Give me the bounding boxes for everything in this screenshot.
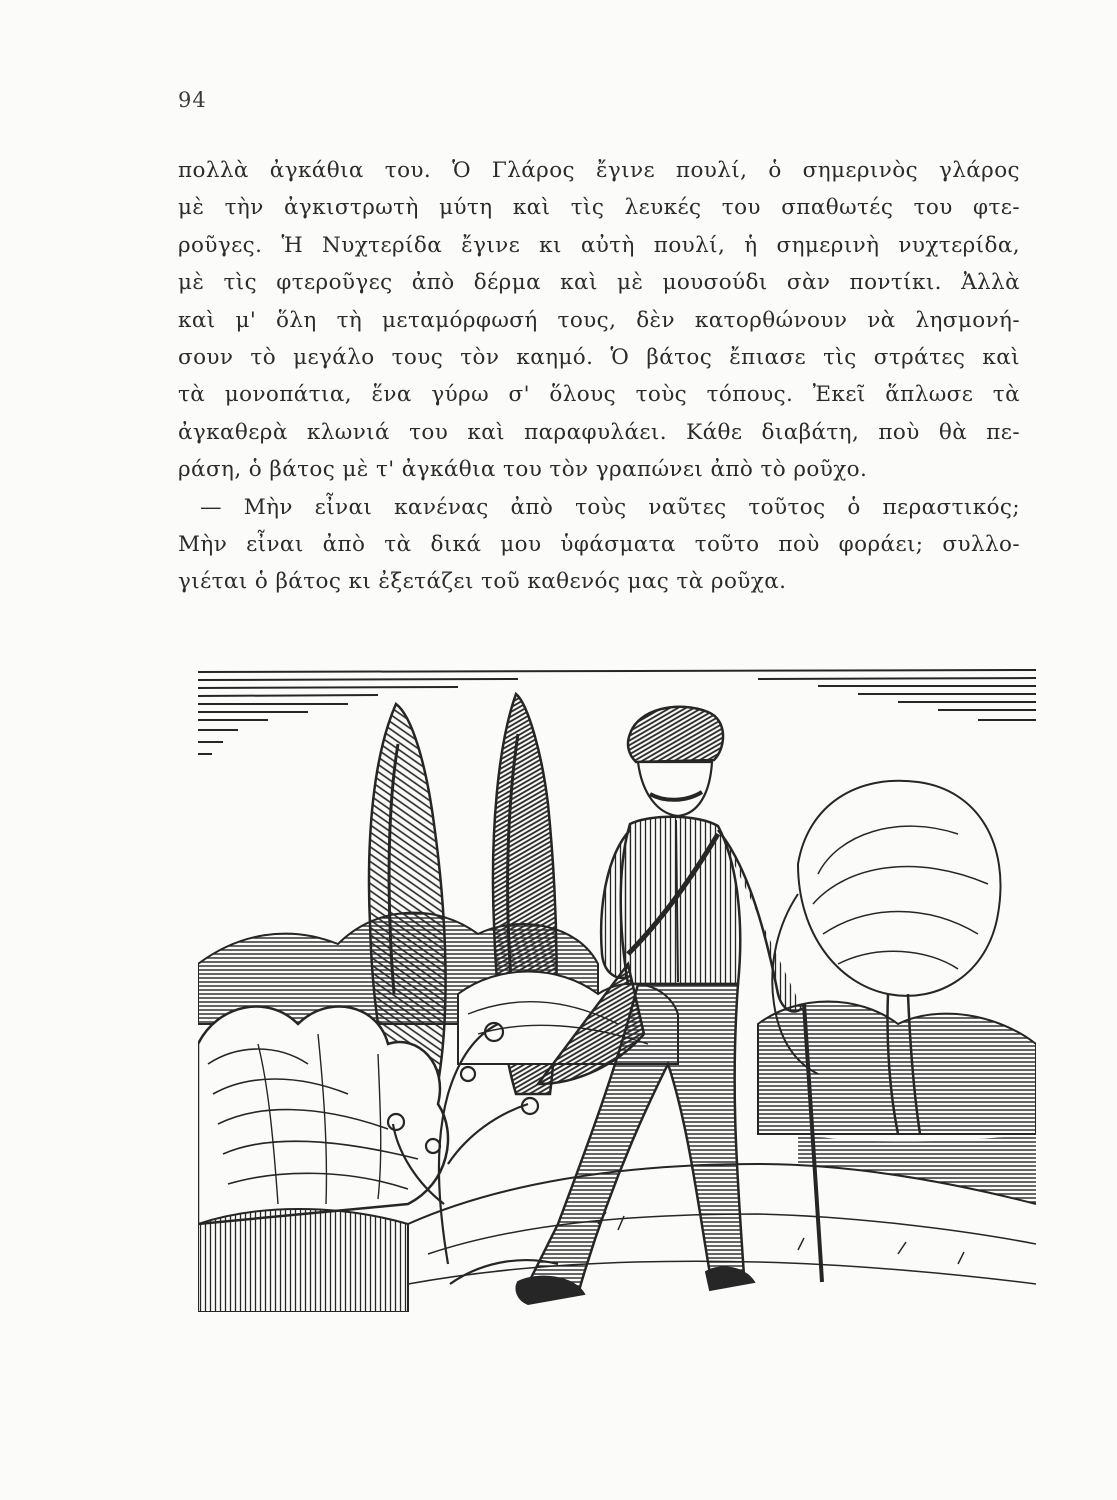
text-line: μὲ τὴν ἀγκιστρωτὴ μύτη καὶ τὶς λευκές του σπαθωτές του φτε- <box>178 195 1020 221</box>
sky-hatching <box>198 670 1036 754</box>
text-line: μὲ τὶς φτεροῦγες ἀπὸ δέρμα καὶ μὲ μουσούδι σὰν ποντίκι. Ἀλλὰ <box>178 270 1020 296</box>
text-line: σουν τὸ μεγάλο τους τὸν καημό. Ὁ βάτος ἔπιασε τὶς στράτες καὶ <box>178 344 1020 370</box>
page-number: 94 <box>178 88 207 112</box>
woodcut-illustration <box>198 664 1036 1312</box>
text-line: ράση, ὁ βάτος μὲ τ' ἀγκάθια του τὸν γραπώνει ἀπὸ τὸ ροῦχο. <box>178 457 868 483</box>
text-line: πολλὰ ἀγκάθια του. Ὁ Γλάρος ἔγινε πουλί, ὁ σημερινὸς γλάρος <box>178 158 1020 183</box>
text-line: τὰ μονοπάτια, ἕνα γύρω σ' ὅλους τοὺς τόπους. Ἐκεῖ ἅπλωσε τὰ <box>178 382 1020 408</box>
dialogue-line: — Μὴν εἶναι κανένας ἀπὸ τοὺς ναῦτες τοῦτος ὁ περαστικός; <box>200 494 1020 520</box>
illustration-svg <box>198 664 1036 1312</box>
body-text <box>178 152 1020 601</box>
text-line: καὶ μ' ὅλη τὴ μεταμόρφωσή τους, δὲν κατορθώνουν νὰ λησμονή- <box>178 307 1020 333</box>
grass-strokes <box>598 1212 964 1264</box>
text-line: ἀγκαθερὰ κλωνιά του καὶ παραφυλάει. Κάθε διαβάτη, ποὺ θὰ πε- <box>178 419 1020 445</box>
foreground-bushes <box>198 1007 448 1312</box>
text-line: ροῦγες. Ἡ Νυχτερίδα ἔγινε κι αὐτὴ πουλί, ἡ σημερινὴ νυχτερίδα, <box>178 232 1020 258</box>
text-line: Μὴν εἶναι ἀπὸ τὰ δικά μου ὑφάσματα τοῦτο ποὺ φοράει; συλλο- <box>178 531 1020 557</box>
text-line: γιέται ὁ βάτος κι ἐξετάζει τοῦ καθενός μας τὰ ροῦχα. <box>178 569 787 595</box>
